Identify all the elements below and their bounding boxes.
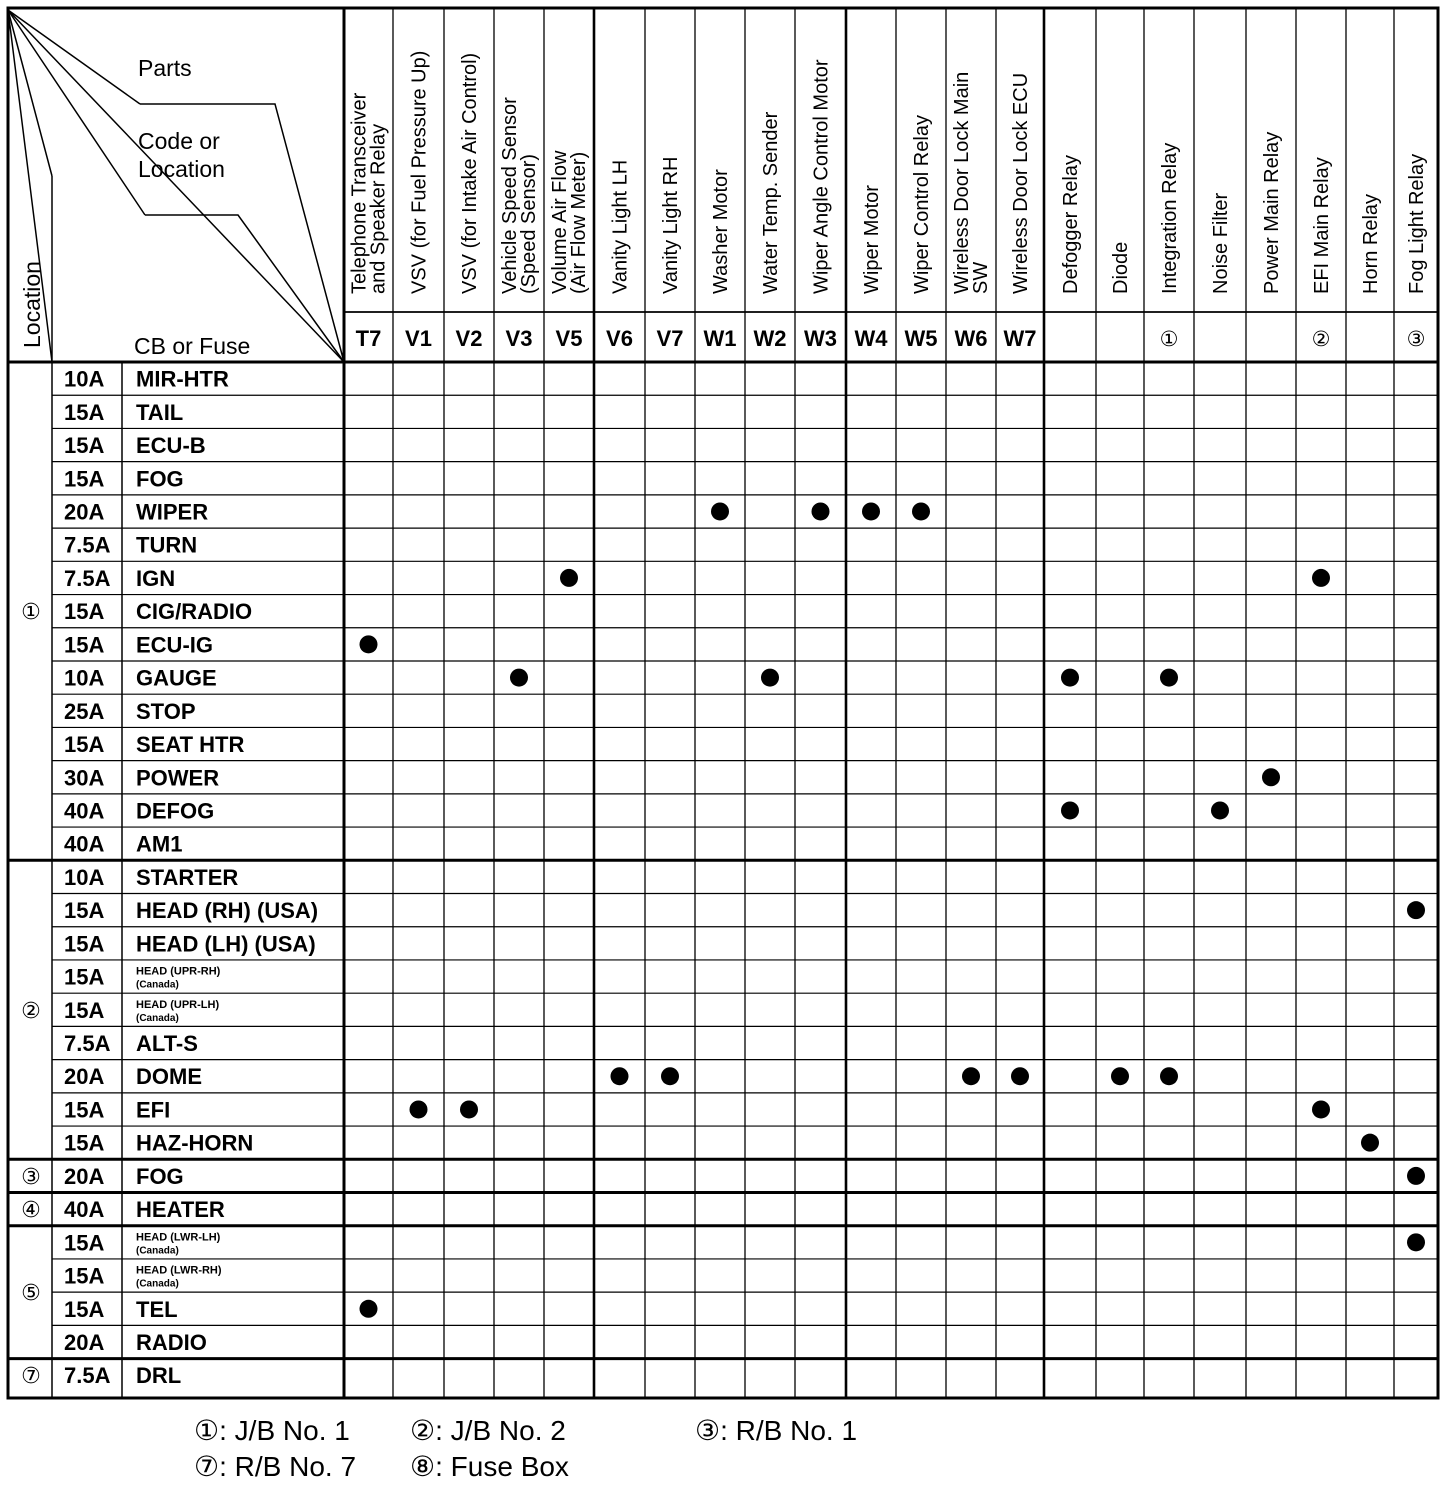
part-code: ② [1311, 328, 1331, 351]
connection-dot [360, 1300, 378, 1318]
fuse-amperage: 7.5A [64, 1031, 111, 1057]
connection-dot [1160, 1067, 1178, 1085]
fuse-name: EFI [136, 1097, 171, 1123]
fuse-name: HEAD (LWR-LH) [136, 1231, 221, 1244]
fuse-name: CIG/RADIO [136, 599, 253, 625]
code-label-line1: Code or [138, 128, 220, 154]
part-name: Water Temp. Sender [760, 111, 782, 294]
legend-fusebox: ⑧: Fuse Box [410, 1451, 569, 1482]
fuse-name: TEL [136, 1296, 178, 1322]
connection-dot [410, 1100, 428, 1118]
fuse-name: FOG [136, 1163, 184, 1189]
connection-dot [460, 1100, 478, 1118]
legend-rb7: ⑦: R/B No. 7 [194, 1451, 357, 1482]
connection-dot [1011, 1067, 1029, 1085]
fuse-name: STOP [136, 698, 196, 724]
fuse-name: HEAD (LH) (USA) [136, 931, 316, 957]
fuse-amperage: 10A [64, 665, 105, 691]
location-marker: ⑤ [21, 1280, 41, 1306]
part-name: Wiper Control Relay [911, 115, 933, 294]
fuse-amperage: 25A [64, 698, 105, 724]
part-code: ③ [1406, 328, 1426, 351]
fuse-name: DEFOG [136, 798, 215, 824]
fuse-amperage: 15A [64, 1097, 105, 1123]
part-name: Wireless Door Lock Main [951, 71, 973, 294]
connection-dot [1312, 569, 1330, 587]
table-text [21, 51, 1428, 1389]
part-code: V3 [505, 326, 533, 351]
fuse-name: DOME [136, 1064, 202, 1090]
fuse-amperage: 15A [64, 1296, 105, 1322]
part-name: Vanity Light RH [660, 156, 682, 294]
connection-dot [862, 502, 880, 520]
fuse-name: ALT-S [136, 1031, 198, 1057]
fuse-name: STARTER [136, 864, 239, 890]
location-label: Location [19, 261, 45, 348]
connection-dot [1061, 669, 1079, 687]
part-name: Wireless Door Lock ECU [1010, 72, 1032, 294]
part-name: Power Main Relay [1261, 131, 1283, 294]
connection-dot [1262, 768, 1280, 786]
connection-dot [1111, 1067, 1129, 1085]
part-name: Horn Relay [1360, 193, 1382, 294]
fuse-name: ECU-B [136, 433, 206, 459]
location-marker: ① [21, 599, 41, 625]
fuse-name: HEAD (UPR-RH) [136, 965, 221, 978]
part-name: Volume Air Flow [549, 150, 571, 294]
part-name-line2: (Air Flow Meter) [568, 151, 590, 294]
part-name-line2: and Speaker Relay [367, 123, 390, 294]
fuse-amperage: 20A [64, 1163, 105, 1189]
fuse-name: HEAD (RH) (USA) [136, 898, 319, 924]
part-code: V1 [405, 326, 432, 351]
part-code: W7 [1003, 326, 1037, 351]
fuse-amperage: 40A [64, 831, 105, 857]
part-name: Integration Relay [1159, 142, 1181, 294]
fuse-name: TURN [136, 532, 198, 558]
connection-dot [1211, 801, 1229, 819]
fuse-amperage: 7.5A [64, 532, 111, 558]
fuse-name-sub: (Canada) [136, 1245, 179, 1257]
location-marker: ④ [21, 1197, 41, 1223]
part-name: Telephone Transceiver [348, 92, 371, 294]
fuse-amperage: 20A [64, 1329, 105, 1355]
fuse-name: MIR-HTR [136, 366, 229, 392]
fuse-amperage: 15A [64, 931, 105, 957]
fuse-name: ECU-IG [136, 632, 213, 658]
legend-jb2: ②: J/B No. 2 [410, 1415, 566, 1446]
fuse-name: HEAD (LWR-RH) [136, 1264, 222, 1277]
fuse-amperage: 15A [64, 599, 105, 625]
part-code: W5 [904, 326, 938, 351]
fuse-amperage: 15A [64, 1130, 105, 1156]
part-name: EFI Main Relay [1311, 157, 1333, 294]
fuse-amperage: 7.5A [64, 565, 111, 591]
fuse-amperage: 20A [64, 499, 105, 525]
fuse-amperage: 15A [64, 1230, 105, 1256]
connection-dot [1061, 801, 1079, 819]
fuse-amperage: 15A [64, 898, 105, 924]
fuse-amperage: 20A [64, 1064, 105, 1090]
fuse-name: DRL [136, 1363, 182, 1389]
connection-dot [611, 1067, 629, 1085]
fuse-name: WIPER [136, 499, 209, 525]
fuse-name-sub: (Canada) [136, 1278, 179, 1290]
connection-dot [510, 669, 528, 687]
table-marks [360, 502, 1426, 1317]
table-header [8, 10, 344, 362]
fuse-amperage: 15A [64, 466, 105, 492]
part-name-line2: SW [970, 261, 992, 294]
fuse-name: HAZ-HORN [136, 1130, 254, 1156]
connection-dot [1312, 1100, 1330, 1118]
connection-dot [360, 635, 378, 653]
connection-dot [761, 669, 779, 687]
fuse-amperage: 30A [64, 765, 105, 791]
part-code: W1 [703, 326, 737, 351]
legend-jb1: ①: J/B No. 1 [194, 1415, 350, 1446]
connection-dot [912, 502, 930, 520]
fuse-amperage: 10A [64, 864, 105, 890]
connection-dot [1361, 1134, 1379, 1152]
fuse-amperage: 15A [64, 632, 105, 658]
part-code: ① [1159, 328, 1179, 351]
part-code: T7 [355, 326, 382, 351]
connection-dot [1407, 901, 1425, 919]
part-code: V7 [656, 326, 684, 351]
header-diagonal-3 [8, 10, 140, 104]
part-name: Wiper Motor [861, 185, 883, 294]
part-name: Wiper Angle Control Motor [810, 59, 833, 294]
fuse-name: GAUGE [136, 665, 217, 691]
header-diagonal-4 [8, 10, 145, 215]
cb-fuse-label: CB or Fuse [134, 333, 251, 359]
part-code: W6 [954, 326, 988, 351]
connection-dot [661, 1067, 679, 1085]
fuse-name: FOG [136, 466, 184, 492]
fuse-name: HEAD (UPR-LH) [136, 998, 220, 1011]
connection-dot [1160, 669, 1178, 687]
fuse-name: AM1 [136, 831, 183, 857]
fuse-amperage: 40A [64, 798, 105, 824]
fuse-name-sub: (Canada) [136, 1012, 179, 1024]
part-code: V2 [455, 326, 483, 351]
code-label-line2: Location [138, 156, 225, 182]
fuse-amperage: 15A [64, 433, 105, 459]
parts-label: Parts [138, 55, 192, 81]
fuse-amperage: 15A [64, 1263, 105, 1289]
connection-dot [560, 569, 578, 587]
fuse-amperage: 15A [64, 964, 105, 990]
location-marker: ② [21, 997, 41, 1023]
part-name: Vanity Light LH [609, 159, 632, 294]
connection-dot [1407, 1233, 1425, 1251]
part-code: W4 [854, 326, 888, 351]
part-code: W3 [804, 326, 837, 351]
part-name: Noise Filter [1210, 192, 1232, 294]
fuse-amperage: 10A [64, 366, 105, 392]
header-diagonal-1 [8, 10, 52, 176]
fuse-name: IGN [136, 565, 176, 591]
fuse-name: POWER [136, 765, 220, 791]
part-name-line2: (Speed Sensor) [518, 153, 540, 294]
part-name: Defogger Relay [1060, 155, 1082, 294]
part-code: V5 [555, 326, 583, 351]
connection-dot [962, 1067, 980, 1085]
fuse-amperage: 15A [64, 997, 105, 1023]
fuse-amperage: 40A [64, 1197, 105, 1223]
connection-dot [1407, 1167, 1425, 1185]
location-marker: ③ [21, 1163, 41, 1189]
fuse-name: TAIL [136, 399, 184, 425]
fuse-amperage: 15A [64, 732, 105, 758]
part-name: VSV (for Fuel Pressure Up) [408, 50, 431, 294]
part-code: W2 [753, 326, 787, 351]
fuse-name: SEAT HTR [136, 732, 245, 758]
part-name: Fog Light Relay [1406, 153, 1428, 294]
part-name: VSV (for Intake Air Control) [459, 52, 481, 294]
location-marker: ⑦ [21, 1363, 41, 1389]
fuse-amperage: 7.5A [64, 1363, 111, 1389]
part-name: Diode [1110, 241, 1132, 294]
fuse-amperage: 15A [64, 399, 105, 425]
fuse-name: HEATER [136, 1197, 225, 1223]
connection-dot [711, 502, 729, 520]
fuse-name: RADIO [136, 1329, 207, 1355]
part-code: V6 [606, 326, 633, 351]
part-name: Washer Motor [710, 169, 732, 294]
part-name: Vehicle Speed Sensor [499, 97, 521, 294]
fuse-name-sub: (Canada) [136, 979, 179, 991]
connection-dot [812, 502, 830, 520]
legend-rb1: ③: R/B No. 1 [695, 1415, 858, 1446]
